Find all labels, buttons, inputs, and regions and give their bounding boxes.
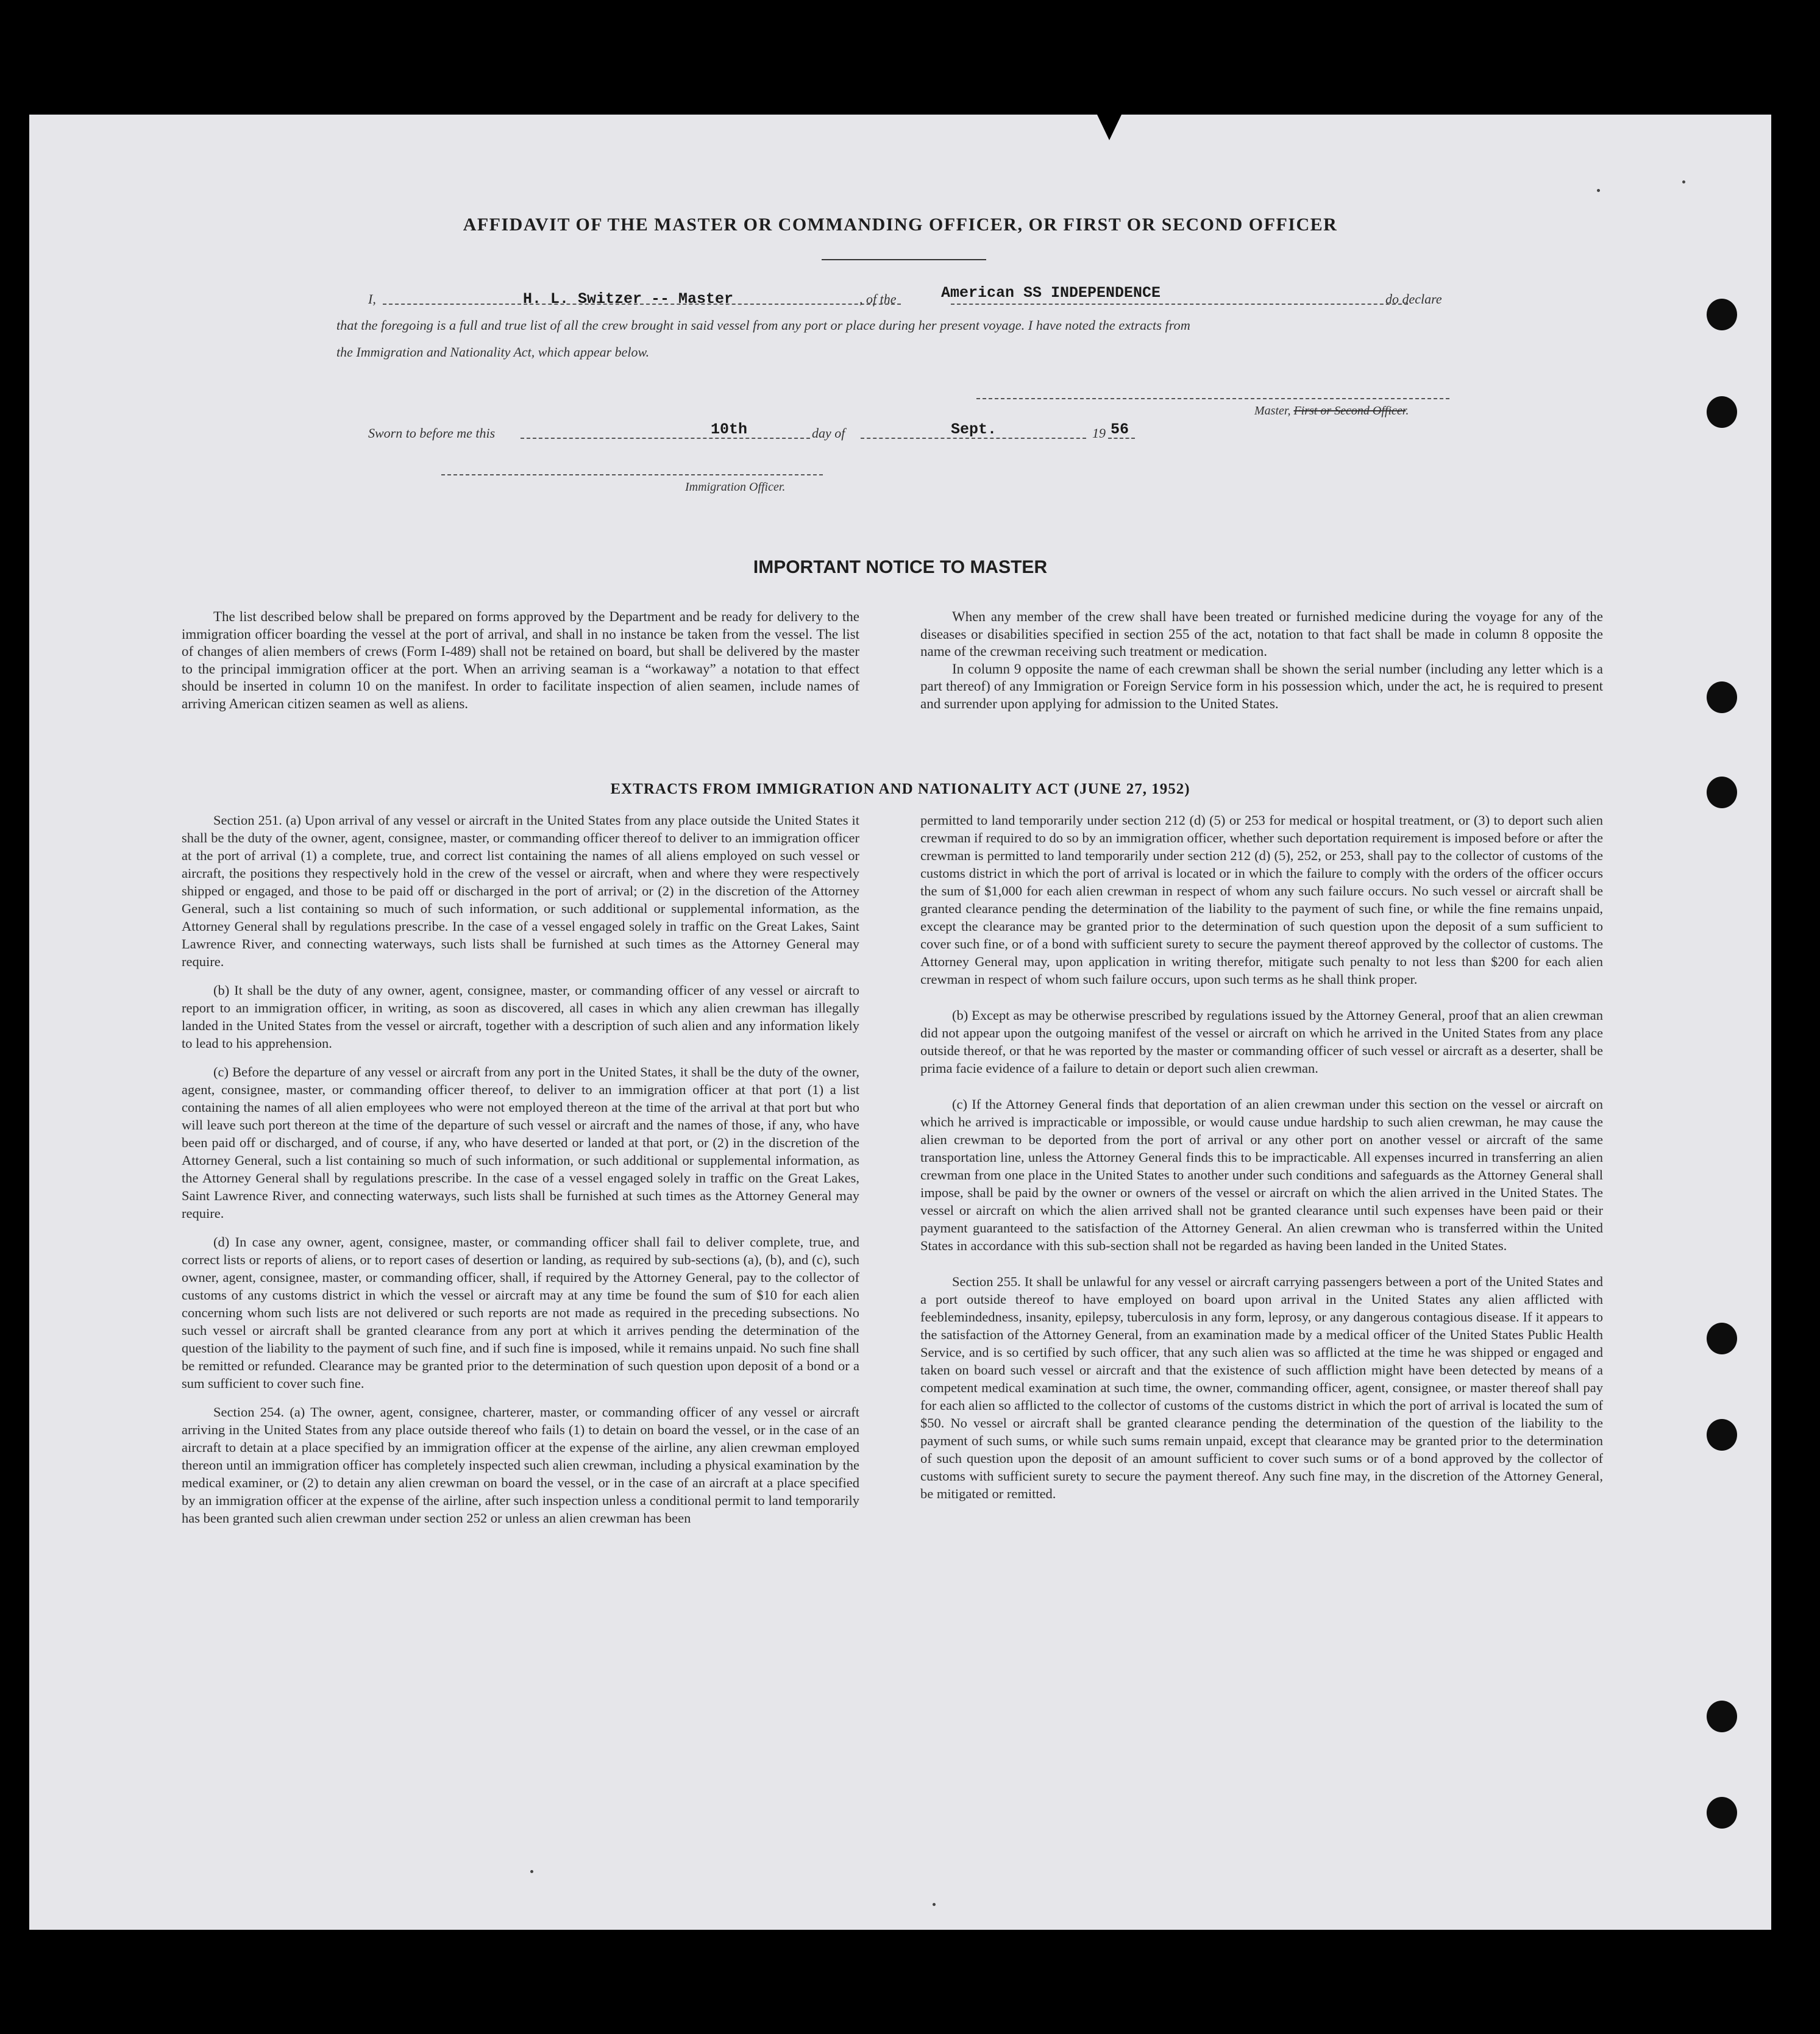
speck (1597, 189, 1600, 192)
title-rule (822, 259, 986, 260)
year-prefix: 19 (1092, 425, 1106, 441)
notice-left-column (182, 608, 859, 713)
punch-hole (1707, 1797, 1737, 1829)
notice-heading: IMPORTANT NOTICE TO MASTER (753, 557, 1048, 577)
master-signature-line (976, 398, 1449, 399)
vessel-name: American SS INDEPENDENCE (941, 284, 1161, 302)
extract-paragraph: Section 255. It shall be unlawful for any vessel or aircraft carrying passengers between a port of the United States and a port outside thereof to have employed on board upon arrival in the United States any alien afflicted with feeblemindedness, insanity, epilepsy, tuberculosis in any form, leprosy, or any dangerous contagious disease. If it appears to the satisfaction of the Attorney General, from an examination made by a medical officer of the United States Public Health Service, and is so certified by such officer, that any such alien was so afflicted at the time he was shipped or engaged and taken on board such vessel or aircraft and that the existence of such affliction might have been detected by means of a competent medical examination at such time, the owner, commanding officer, agent, consignee, or master thereof shall pay for each alien so afflicted to the collector of customs of the customs district in which the port of arrival is located the sum of $50. No vessel or aircraft shall be granted clearance pending the determination of the question of the liability to the payment of such sums, or while such sums remain unpaid, except that clearance may be granted prior to the determination of such question upon the deposit of an amount sufficient to cover such sums or of a bond approved by the collector of customs with sufficient surety to secure the payment thereof. Any such fine may, in the discretion of the Attorney General, be mitigated or remitted. (920, 1274, 1603, 1501)
document-page (29, 115, 1771, 1930)
notice-paragraph: When any member of the crew shall have been treated or furnished medicine during the voyage for any of the diseases or disabilities specified in section 255 of the act, notation to that fact shall be made in column 8 opposite the name of the crewman receiving such treatment or medication. (920, 609, 1603, 659)
affidavit-line-3: the Immigration and Nationality Act, which appear below. (336, 344, 650, 360)
speck (933, 1903, 936, 1906)
of-the-label: , of the (859, 291, 897, 307)
extract-paragraph: (c) If the Attorney General finds that deportation of an alien crewman under this section on the vessel or aircraft on which he arrived is impracticable or impossible, or would cause undue hardship to such alien crewman, he may cause the alien crewman to be deported from the port of arrival or any other port on another vessel or aircraft of the same transportation line, unless the Attorney General finds this to be impracticable. All expenses incurred in transferring an alien crewman from one place in the United States to another under such conditions and safeguards as the Attorney General shall impose, shall be paid by the owner or owners of the vessel or aircraft on which the alien arrived in the United States. The vessel or aircraft on which the alien arrived shall not be granted clearance until such expenses have been paid or their payment guaranteed to the satisfaction of the Attorney General. An alien crewman who is transferred within the United States in accordance with this sub-section shall not be regarded as having been landed in the United States. (920, 1097, 1603, 1253)
notice-paragraph: The list described below shall be prepared on forms approved by the Department and be ready for delivery to the immigration officer boarding the vessel at the port of arrival, and shall in no instance be taken from the vessel. The list of changes of alien members of crews (Form I-489) shall not be retained on board, but shall be delivered by the master to the principal immigration officer at the port. When an arriving seaman is a “workaway” a notation to that effect should be inserted in column 10 on the manifest. In order to facilitate inspection of alien seamen, include names of arriving American citizen seamen as well as aliens. (182, 609, 859, 711)
do-declare-label: do declare (1385, 291, 1442, 307)
extract-paragraph: (c) Before the departure of any vessel or aircraft from any port in the United States, it shall be the duty of the owner, agent, consignee, master, or commanding officer thereof, to deliver to an immigration officer at that port (1) a list containing the names of all alien employees who were not employed thereon at the time of the arrival at that port but who will leave such port thereon at the time of the departure of such vessel or aircraft and the names of those, if any, who have been paid off or discharged, and of course, if any, who have deserted or landed at that port, or (2) in the discretion of the Attorney General, such a list containing so much of such information, or such additional or supplemental information, as the Attorney General shall by regulations prescribe. In the case of a vessel engaged solely in traffic on the Great Lakes, Saint Lawrence River, and connecting waterways, such lists shall be furnished at such times as the Attorney General may require. (182, 1064, 859, 1221)
day-of-label: day of (812, 425, 845, 441)
vessel-line (951, 304, 1408, 305)
extract-paragraph: (d) In case any owner, agent, consignee, master, or commanding officer shall fail to deliver complete, true, and correct lists or reports of aliens, or to report cases of desertion or landing, as required by sub-sections (a), (b), and (c), such owner, agent, consignee, master, or commanding officer, shall, if required by the Attorney General, pay to the collector of customs of any customs district in which the vessel or aircraft may at any time be found the sum of $10 for each alien concerning whom such lists are not delivered or such reports are not made as required in the preceding subsections. No such vessel or aircraft shall be granted clearance from any port at which it arrives pending the determination of the question of the liability to the payment of such fine, and if such fine is imposed, while it remains unpaid. No such fine shall be remitted or refunded. Clearance may be granted prior to the determination of such question upon deposit of a bond or a sum sufficient to cover such fine. (182, 1234, 859, 1391)
caption-period: . (1406, 404, 1409, 418)
extracts-left-column (182, 811, 859, 1538)
extracts-right-column (920, 811, 1603, 1513)
punch-hole (1707, 1323, 1737, 1354)
punch-hole (1707, 681, 1737, 713)
extract-paragraph: Section 254. (a) The owner, agent, consignee, charterer, master, or commanding officer of any vessel or aircraft arriving in the United States from any place outside thereof who fails (1) to detain on board the vessel, or in the case of an aircraft to detain at a place specified by an immigration officer at the expense of the airline, any alien crewman employed thereon until an immigration officer has completely inspected such alien crewman, including a physical examination by the medical examiner, or (2) to detain any alien crewman on board the vessel, or in the case of an aircraft at a place specified by an immigration officer at the expense of the airline, after such inspection unless a conditional permit to land temporarily has been granted such alien crewman under section 252 or unless an alien crewman has been (182, 1404, 859, 1526)
affidavit-lead: I, (368, 291, 376, 307)
day-line (521, 438, 810, 439)
affidavit-line-2: that the foregoing is a full and true list of all the crew brought in said vessel from any port or place during her present voyage. I have noted the extracts from (336, 318, 1190, 333)
extract-paragraph: permitted to land temporarily under section 212 (d) (5) or 253 for medical or hospital treatment, or (3) to deport such alien crewman if required to do so by an immigration officer, whether such deportation requirement is imposed before or after the crewman is permitted to land temporarily under section 212 (d) (5), 252, or 253, shall pay to the collector of customs of the customs district in which the port of arrival is located or in which the failure to comply with the orders of the officer occurs the sum of $1,000 for each alien crewman in respect of whom any such failure occurs. No such vessel or aircraft shall be granted clearance pending the determination of the liability to the payment of such fine, or while the fine remains unpaid, except the clearance may be granted prior to the determination of such question upon the deposit of a sum sufficient to cover such fine, or of a bond with sufficient surety to secure the payment thereof approved by the collector of customs. The Attorney General may, upon application in writing therefor, mitigate such penalty to not less than $200 for each alien crewman in respect of whom such failure occurs, upon such terms as he shall think proper. (920, 813, 1603, 987)
extract-paragraph: (b) It shall be the duty of any owner, agent, consignee, master, or commanding officer of any vessel or aircraft to report to an immigration officer, in writing, as soon as discovered, all cases in which any alien crewman has illegally landed in the United States from the vessel or aircraft, together with a description of such alien and any information likely to lead to his apprehension. (182, 983, 859, 1051)
extracts-heading: EXTRACTS FROM IMMIGRATION AND NATIONALITY ACT (JUNE 27, 1952) (610, 781, 1190, 797)
caption-master: Master, (1254, 404, 1291, 418)
caption-struck-officer: First or Second Officer (1293, 404, 1406, 418)
sworn-day: 10th (711, 421, 748, 438)
immigration-officer-line (441, 474, 823, 475)
immigration-officer-caption: Immigration Officer. (685, 480, 786, 494)
punch-hole (1707, 299, 1737, 330)
punch-hole (1707, 1701, 1737, 1732)
sworn-year: 56 (1111, 421, 1129, 438)
officer-name: H. L. Switzer -- Master (523, 290, 734, 308)
top-notch (1097, 115, 1122, 140)
sworn-label: Sworn to before me this (368, 425, 496, 441)
master-signature-caption (1254, 404, 1409, 418)
affidavit-title: AFFIDAVIT OF THE MASTER OR COMMANDING OFFICER, OR FIRST OR SECOND OFFICER (463, 215, 1338, 235)
extract-paragraph: (b) Except as may be otherwise prescribed by regulations issued by the Attorney General, proof that an alien crewman did not appear upon the outgoing manifest of the vessel or aircraft on which he arrived in the United States from any place outside thereof, or that he was reported by the master or commanding officer of such vessel or aircraft as a deserter, shall be prima facie evidence of a failure to detain or deport such alien crewman. (920, 1008, 1603, 1076)
extract-paragraph: Section 251. (a) Upon arrival of any vessel or aircraft in the United States from any place outside the United States it shall be the duty of the owner, agent, consignee, master, or commanding officer thereof to deliver to an immigration officer at the port of arrival (1) a complete, true, and correct list containing the names of all aliens employed on such vessel or aircraft, the positions they respectively hold in the crew of the vessel or aircraft, when and where they were respectively shipped or engaged, and those to be paid off or discharged in the port of arrival; or (2) in the discretion of the Attorney General, such a list containing so much of such information, or such additional or supplemental information, as the Attorney General shall by regulations prescribe. In the case of a vessel engaged solely in traffic on the Great Lakes, Saint Lawrence River, and connecting waterways, such lists shall be furnished at such times as the Attorney General may require. (182, 813, 859, 969)
speck (1682, 180, 1685, 183)
speck (530, 1870, 533, 1873)
punch-hole (1707, 396, 1737, 428)
sworn-month: Sept. (951, 421, 997, 438)
notice-right-column (920, 608, 1603, 713)
punch-hole (1707, 1419, 1737, 1451)
notice-paragraph: In column 9 opposite the name of each crewman shall be shown the serial number (including any letter which is a part thereof) of any Immigration or Foreign Service form in his possession which, under the act, he is required to present and surrender upon applying for admission to the United States. (920, 661, 1603, 711)
